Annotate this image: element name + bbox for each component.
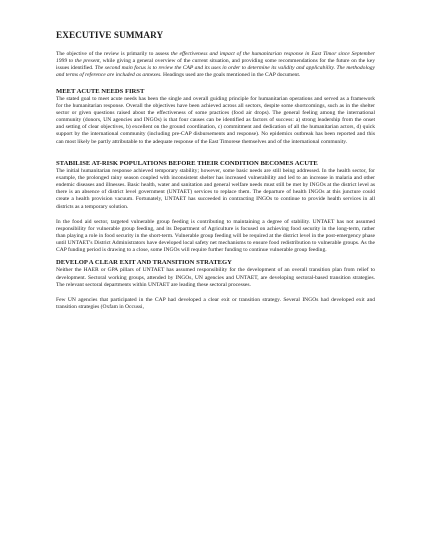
section-heading-exit-strategy: DEVELOP A CLEAR EXIT AND TRANSITION STRATEGY [56, 259, 232, 267]
section-heading-meet-acute-needs: MEET ACUTE NEEDS FIRST [56, 87, 145, 95]
section-heading-stabilise-populations: STABILISE AT-RISK POPULATIONS BEFORE THEIR CONDITION BECOMES ACUTE [56, 159, 318, 167]
page-title: EXECUTIVE SUMMARY [56, 30, 164, 40]
section-paragraph: The initial humanitarian response achieved temporary stability; however, some basic needs are still being addressed. In the health sector, for example, the prolonged rainy season coupled with inconsistent shelter has increased vulnerability and led to an increase in malaria and other endemic diseases and illnesses. Basic health, water and sanitation and general welfare needs must still be met by INGOs at the district level as there is an absence of district level government (UNTAET) services to replace them. The departure of health INGOs at this juncture could create a health provision vacuum. Fortunately, UNTAET has succeeded in contracting INGOs to continue to provide health services in all districts as a temporary solution. [56, 167, 375, 210]
section-paragraph: In the food aid sector, targeted vulnerable group feeding is contributing to maintaining a degree of stability. UNTAET has not assumed responsibility for vulnerable group feeding, and its Department of Agriculture is focused on achieving food security in the long-term, rather than playing a role in food security in the short-term. Vulnerable group feeding will be required at the district level in the post-emergency phase until UNTAET's District Administrators have developed local safety net mechanisms to ensure food redistribution to vulnerable groups. As the CAP funding period is drawing to a close, some INGOs will require further funding to continue vulnerable group feeding. [56, 218, 375, 254]
intro-emphasis-2: The second main focus is to review the CAP and its uses in order to determine its validity and applicability. The methodology and terms of reference are included as annexes. [56, 65, 375, 79]
intro-text-3: Headings used are the goals mentioned in the CAP document. [161, 72, 301, 79]
section-paragraph: Neither the HAER or GPA pillars of UNTAET has assumed responsibility for the development of an overall transition plan from relief to development. Sectoral working groups, attended by INGOs, UN agencies and UNTAET, are developing sectoral-based transition strategies. The relevant sectoral departments within UNTAET are leading these sectoral processes. [56, 267, 375, 288]
section-paragraph: Few UN agencies that participated in the CAP had developed a clear exit or transition strategy. Several INGOs had developed exit and transition strategies (Oxfam in Occussi, [56, 296, 375, 311]
intro-text-1: The objective of the review is primarily to assess [56, 51, 171, 57]
intro-paragraph [56, 51, 375, 80]
intro-emphasis-1: the effectiveness and impact of the humanitarian response in East Timor since September 1999 to the present [56, 51, 375, 65]
intro-text-2: , while giving a general overview of the current situation, and providing some recommendations for the future on the key issues identified. [56, 58, 376, 72]
section-paragraph: The stated goal to meet acute needs has been the single and overall guiding principle for humanitarian operations and served as a framework for the humanitarian response. Overall the objectives have been achieved across all sectors, despite some shortcomings, such as in the shelter sector or given questions raised about the effectiveness of some practices (food air drops). The general feeling among the international community (donors, UN agencies and INGOs) is that four causes can be identified as factors of success: a) strong leadership from the onset and setting of clear objectives, b) excellent on the ground coordination, c) commitment and dedication of all the humanitarian actors, d) quick support by the international community (including pre-CAP disbursements and response). No epidemics outbreak has been reported and this can most likely be partly attributable to the adequate response of the East Timorese themselves and of the international community. [56, 95, 375, 145]
